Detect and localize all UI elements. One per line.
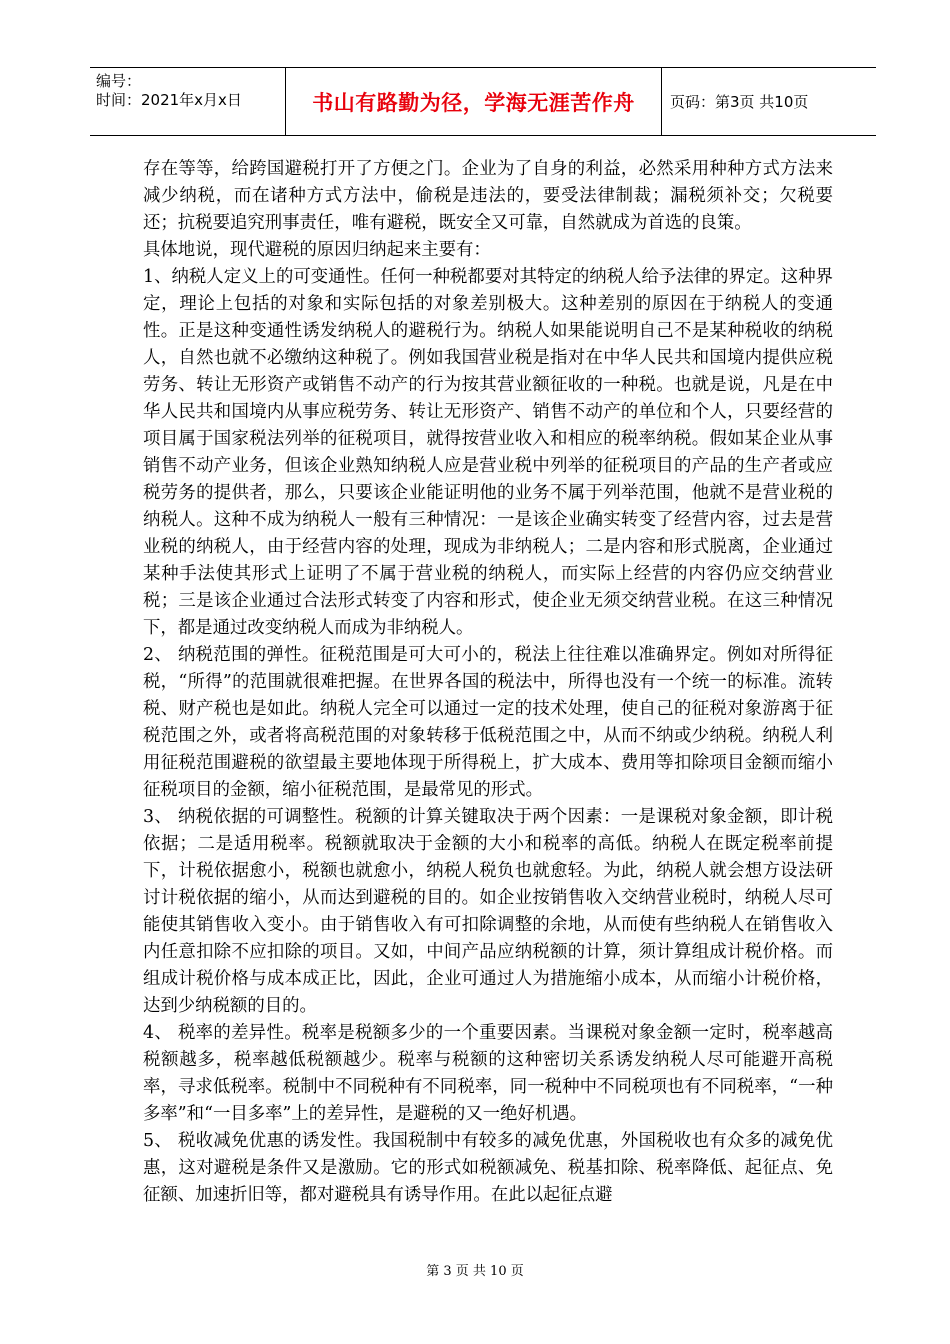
header-page-info: 页码：第3页 共10页 (670, 93, 809, 111)
paragraph: 3、 纳税依据的可调整性。税额的计算关键取决于两个因素：一是课税对象金额，即计税依据；二是适用税率。税额就取决于金额的大小和税率的高低。纳税人在既定税率前提下，计税依据愈小，税额也就愈小，纳税人税负也就愈轻。为此，纳税人就会想方设法研讨计税依据的缩小，从而达到避税的目的。如企业按销售收入交纳营业税时，纳税人尽可能使其销售收入变小。由于销售收入有可扣除调整的余地，从而使有些纳税人在销售收入内任意扣除不应扣除的项目。又如，中间产品应纳税额的计算，须计算组成计税价格。而组成计税价格与成本成正比，因此，企业可通过人为措施缩小成本，从而缩小计税价格，达到少纳税额的目的。 (143, 807, 833, 1016)
paragraph: 存在等等，给跨国避税打开了方便之门。企业为了自身的利益，必然采用种种方式方法来减少纳税，而在诸种方式方法中，偷税是违法的，要受法律制裁；漏税须补交；欠税要还；抗税要追究刑事责任，唯有避税，既安全又可靠，自然就成为首选的良策。 (143, 159, 833, 233)
paragraph: 4、 税率的差异性。税率是税额多少的一个重要因素。当课税对象金额一定时，税率越高税额越多，税率越低税额越少。税率与税额的这种密切关系诱发纳税人尽可能避开高税率，寻求低税率。税制中不同税种有不同税率，同一税种中不同税项也有不同税率，“一种多率”和“一目多率”上的差异性，是避税的又一绝好机遇。 (143, 1023, 833, 1124)
paragraph: 5、 税收减免优惠的诱发性。我国税制中有较多的减免优惠，外国税收也有众多的减免优惠，这对避税是条件又是激励。它的形式如税额减免、税基扣除、税率降低、起征点、免征额、加速折旧等，都对避税具有诱导作用。在此以起征点避 (143, 1131, 833, 1205)
header-meta (90, 68, 286, 135)
document-header (90, 67, 876, 136)
page-footer: 第 3 页 共 10 页 (426, 1264, 524, 1279)
paragraph: 2、 纳税范围的弹性。征税范围是可大可小的，税法上往往难以准确界定。例如对所得征税，“所得”的范围就很难把握。在世界各国的税法中，所得也没有一个统一的标准。流转税、财产税也是如此。纳税人完全可以通过一定的技术处理，使自己的征税对象游离于征税范围之外，或者将高税范围的对象转移于低税范围之中，从而不纳或少纳税。纳税人利用征税范围避税的欲望最主要地体现于所得税上，扩大成本、费用等扣除项目金额而缩小征税项目的金额，缩小征税范围，是最常见的形式。 (143, 645, 833, 800)
time-label: 时间：2021年x月x日 (96, 91, 242, 109)
paragraph: 具体地说，现代避税的原因归纳起来主要有： (143, 240, 491, 260)
header-slogan: 书山有路勤为径，学海无涯苦作舟 (286, 68, 662, 135)
document-body (143, 156, 833, 1209)
paragraph: 1、纳税人定义上的可变通性。任何一种税都要对其特定的纳税人给予法律的界定。这种界定，理论上包括的对象和实际包括的对象差别极大。这种差别的原因在于纳税人的变通性。正是这种变通性诱发纳税人的避税行为。纳税人如果能说明自己不是某种税收的纳税人，自然也就不必缴纳这种税了。例如我国营业税是指对在中华人民共和国境内提供应税劳务、转让无形资产或销售不动产的行为按其营业额征收的一种税。也就是说，凡是在中华人民共和国境内从事应税劳务、转让无形资产、销售不动产的单位和个人，只要经营的项目属于国家税法列举的征税项目，就得按营业收入和相应的税率纳税。假如某企业从事销售不动产业务，但该企业熟知纳税人应是营业税中列举的征税项目的产品的生产者或应税劳务的提供者，那么，只要该企业能证明他的业务不属于列举范围，他就不是营业税的纳税人。这种不成为纳税人一般有三种情况：一是该企业确实转变了经营内容，过去是营业税的纳税人，由于经营内容的处理，现成为非纳税人；二是内容和形式脱离，企业通过某种手法使其形式上证明了不属于营业税的纳税人，而实际上经营的内容仍应交纳营业税；三是该企业通过合法形式转变了内容和形式，使企业无须交纳营业税。在这三种情况下，都是通过改变纳税人而成为非纳税人。 (143, 267, 833, 638)
number-label: 编号： (96, 72, 142, 90)
